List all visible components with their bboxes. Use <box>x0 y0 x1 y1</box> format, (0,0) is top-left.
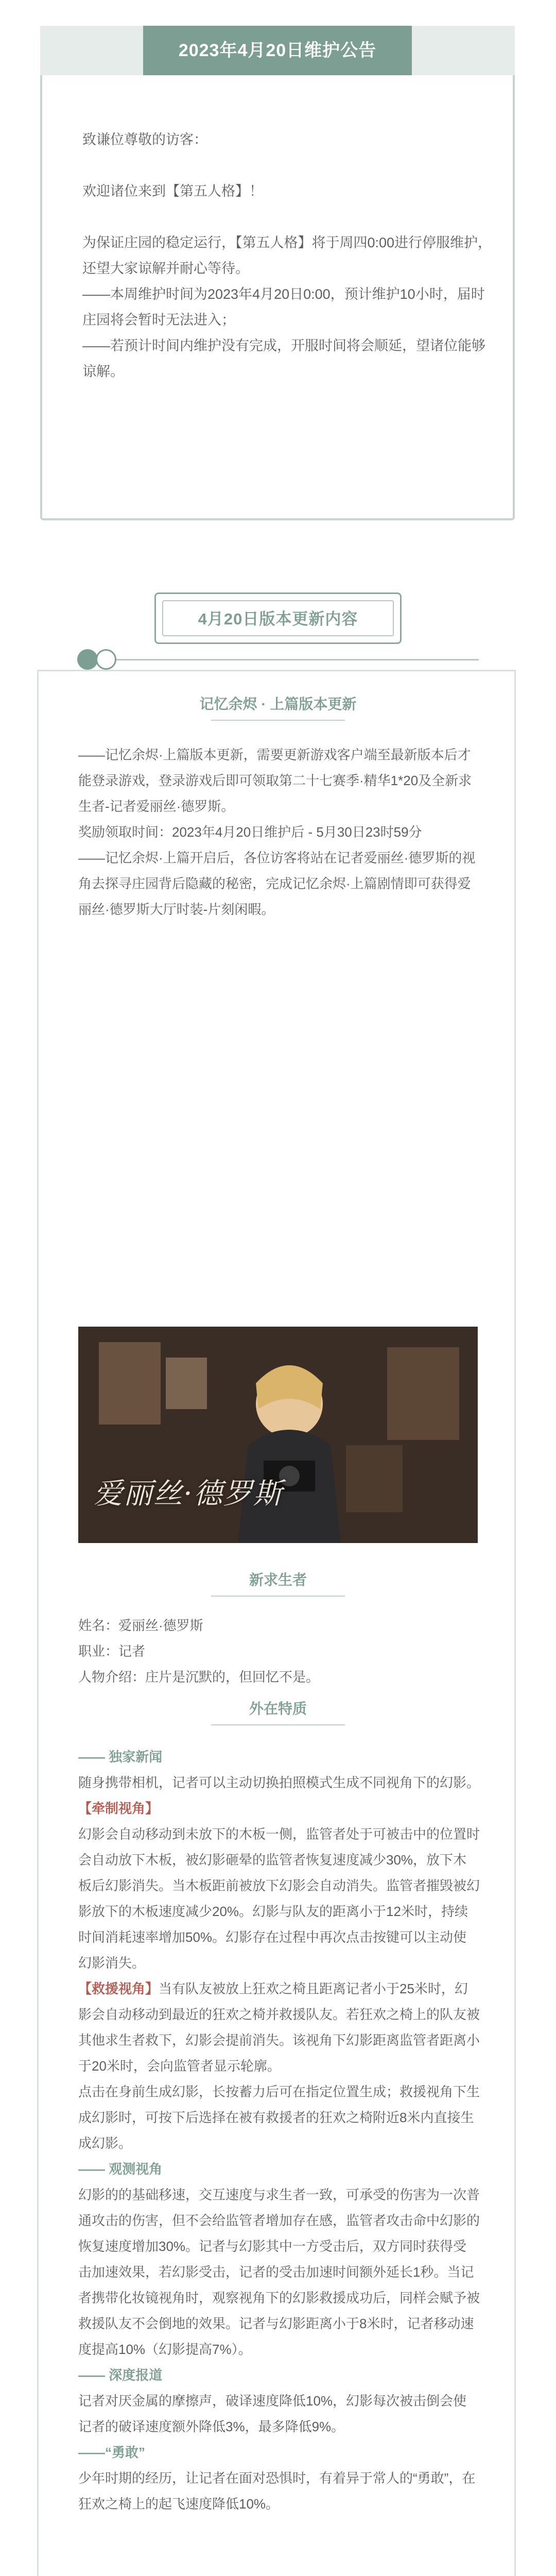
memory-para: 奖励领取时间：2023年4月20日维护后 - 5月30日23时59分 <box>78 824 422 840</box>
traits-body <box>78 1744 480 2517</box>
section-underline <box>211 1724 345 1725</box>
trait-heading: —— 观测视角 <box>78 2161 163 2177</box>
memory-para: ——记忆余烬·上篇开启后，各位访客将站在记者爱丽丝·德罗斯的视角去探寻庄园背后隐藏的秘密，完成记忆余烬·上篇剧情即可获得爱丽丝·德罗斯大厅时装-片刻闲暇。 <box>78 850 476 917</box>
trait-text: 少年时期的经历，让记者在面对恐惧时，有着异于常人的“勇敢”，在狂欢之椅上的起飞速度降低10%。 <box>78 2470 476 2512</box>
trait-text: 当有队友被放上狂欢之椅且距离记者小于25米时，幻影会自动移动到最近的狂欢之椅并救援队友。若狂欢之椅上的队友被其他求生者救下，幻影会提前消失。该视角下幻影距离监管者距离小于20米时，会向监管者显示轮廓。 <box>78 1981 480 2074</box>
intro-line: 欢迎诸位来到【第五人格】！ <box>82 183 263 199</box>
memory-body <box>78 742 480 922</box>
illustration-caption: 爱丽丝·德罗斯 <box>94 1477 283 1511</box>
trait-label: 【牵制视角】 <box>78 1801 159 1816</box>
intro-line: ——本周维护时间为2023年4月20日0:00，预计维护10小时，届时庄园将会暂时无法进入； <box>82 286 485 328</box>
memory-para: ——记忆余烬·上篇版本更新，需要更新游戏客户端至最新版本后才能登录游戏，登录游戏后即可领取第二十七赛季·精华1*20及全新求生者-记者爱丽丝·德罗斯。 <box>78 747 472 814</box>
trait-text: 幻影会自动移动到未放下的木板一侧，监管者处于可被击中的位置时会自动放下木板，被幻影砸晕的监管者恢复速度减少30%，放下木板后幻影消失。当木板距前被放下幻影会自动消失。监管者摧毁被幻影放下的木板速度减少20%。幻影与队友的距离小于12米时，持续时间消耗速率增加50%。幻影存在过程中再次点击按键可以主动使幻影消失。 <box>78 1826 480 1971</box>
intro-line: ——若预计时间内维护没有完成，开服时间将会顺延，望诸位能够谅解。 <box>82 338 485 379</box>
section-title-new-survivor <box>175 1569 381 1597</box>
title-shade-right <box>412 26 515 75</box>
section-underline <box>211 1596 345 1597</box>
update-subtitle-box <box>154 592 402 644</box>
filled-circle-icon <box>77 649 98 670</box>
timeline-decoration <box>77 644 479 675</box>
outline-circle-icon <box>96 649 116 670</box>
intro-line: 致谦位尊敬的访客： <box>82 132 207 147</box>
section-title-traits <box>175 1698 381 1725</box>
survivor-line: 人物介绍：庄片是沉默的，但回忆不是。 <box>78 1669 320 1685</box>
timeline-line <box>116 659 479 660</box>
trait-text: 随身携带相机，记者可以主动切换拍照模式生成不同视角下的幻影。 <box>78 1775 480 1790</box>
trait-text: 幻影的的基础移速，交互速度与求生者一致，可承受的伤害为一次普通攻击的伤害，但不会给监管者增加存在感，监管者攻击命中幻影的恢复速度增加30%。记者与幻影其中一方受击后，双方同时获得受击加速效果，若幻影受击，记者的受击加速时间额外延长1秒。当记者携带化妆镜视角时，观察视角下的幻影救援成功后，同样会赋予被救援队友不会倒地的效果。记者与幻影距离小于8米时，记者移动速度提高10%（幻影提高7%）。 <box>78 2187 480 2357</box>
survivor-info <box>78 1613 480 1690</box>
section-title-text: 外在特质 <box>249 1701 307 1717</box>
notice-title-bar <box>40 26 515 75</box>
section-title-memory <box>175 693 381 721</box>
trait-text: 点击在身前生成幻影，长按蓄力后可在指定位置生成；救援视角下生成幻影时，可按下后选择在被有救援者的狂欢之椅附近8米内直接生成幻影。 <box>78 2084 480 2151</box>
trait-heading: ——“勇敢” <box>78 2445 146 2460</box>
trait-heading: —— 独家新闻 <box>78 1749 163 1765</box>
trait-heading: —— 深度报道 <box>78 2367 163 2383</box>
notice-title: 2023年4月20日维护公告 <box>143 26 412 75</box>
section-title-text: 记忆余烬 · 上篇版本更新 <box>199 696 357 712</box>
notice-intro <box>82 127 494 384</box>
update-subtitle: 4月20日版本更新内容 <box>162 600 394 636</box>
survivor-line: 姓名：爱丽丝·德罗斯 <box>78 1618 203 1633</box>
title-shade-left <box>40 26 143 75</box>
survivor-line: 职业：记者 <box>78 1643 146 1659</box>
trait-label: 【救援视角】 <box>78 1981 159 1996</box>
trait-text: 记者对厌金属的摩擦声，破译速度降低10%，幻影每次被击倒会使记者的破译速度额外降低3%，最多降低9%。 <box>78 2393 467 2434</box>
trait-text <box>78 1976 480 2079</box>
intro-line: 为保证庄园的稳定运行，【第五人格】将于周四0:00进行停服维护，还望大家谅解并耐心等待。 <box>82 235 492 276</box>
section-title-text: 新求生者 <box>249 1572 307 1588</box>
alice-illustration <box>78 1327 478 1543</box>
section-underline <box>211 720 345 721</box>
